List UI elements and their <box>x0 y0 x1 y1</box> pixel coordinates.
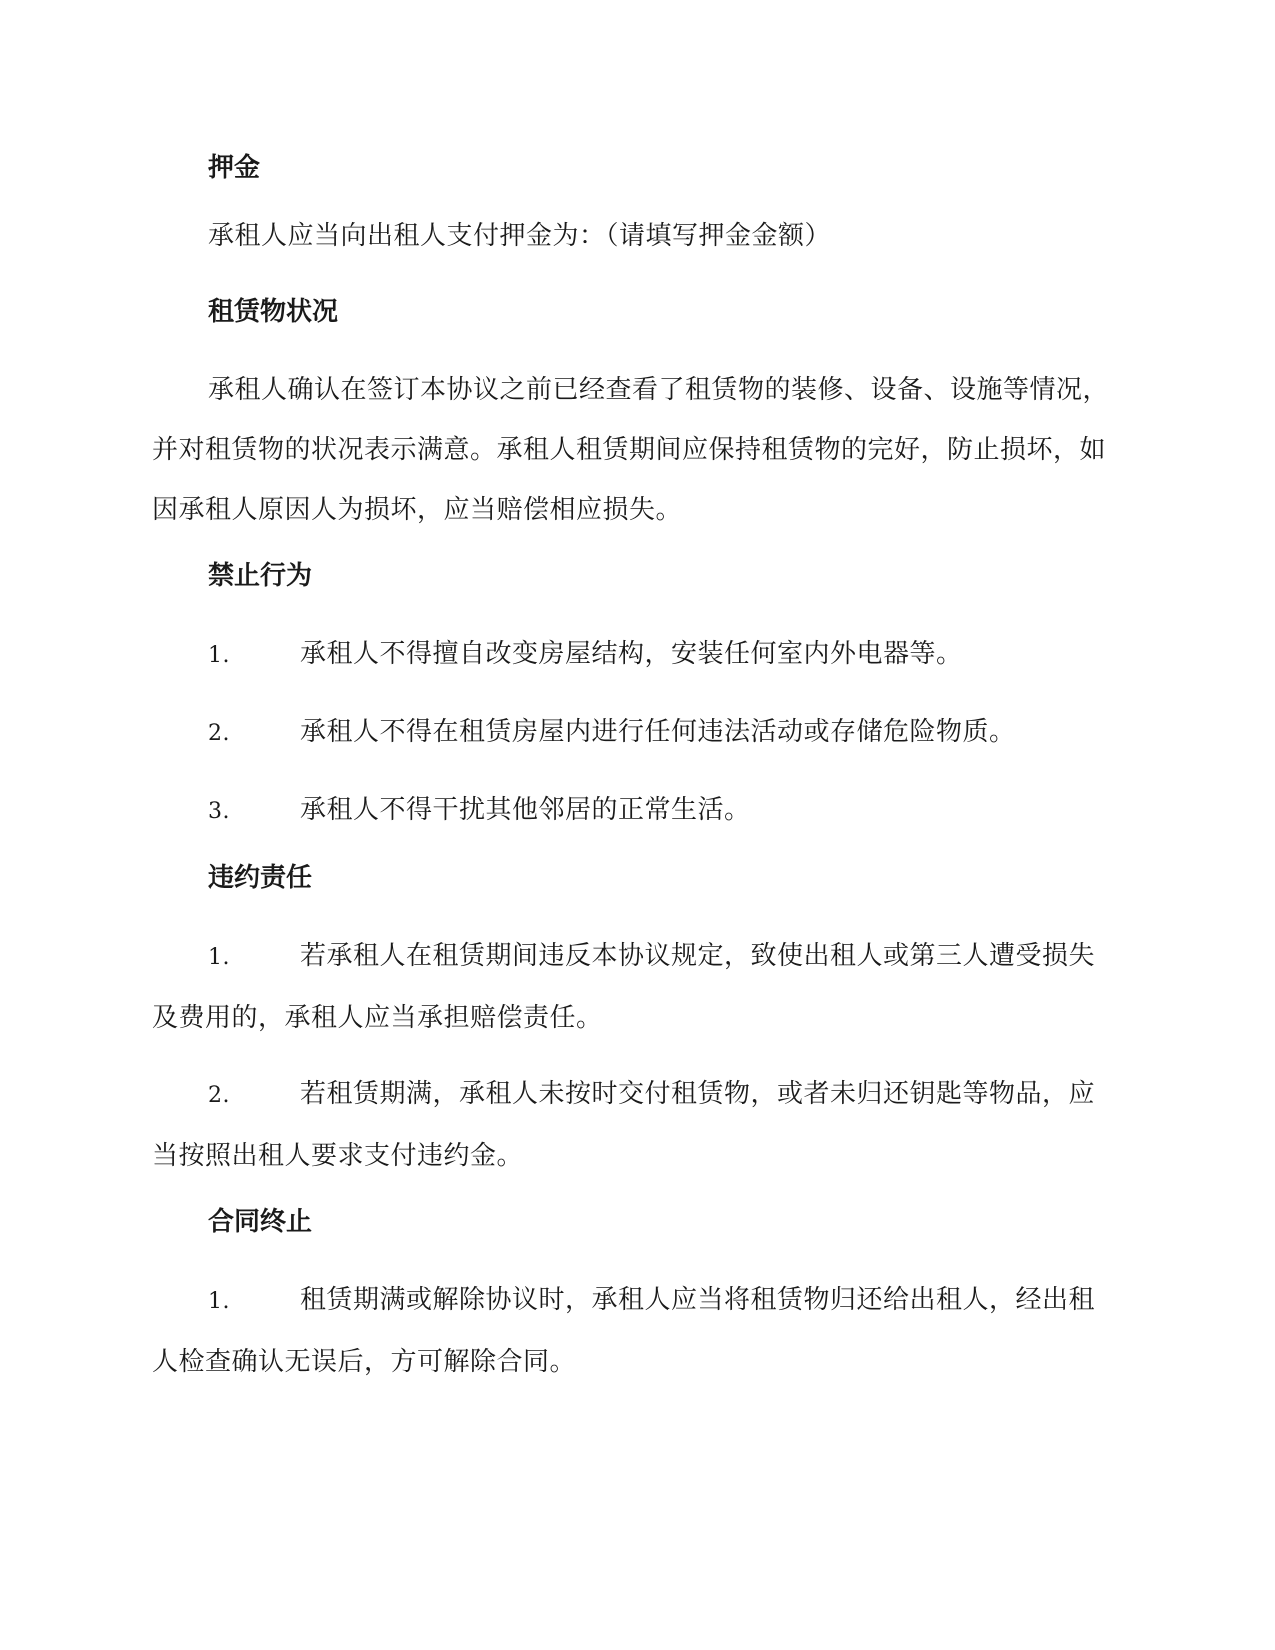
document-content <box>152 148 1112 1408</box>
section-heading-termination: 合同终止 <box>208 1207 313 1237</box>
list-item-text: 租赁期满或解除协议时，承租人应当将租赁物归还给出租人，经出租人检查确认无误后，方可解除合同。 <box>152 1285 1096 1377</box>
list-item <box>152 624 1112 686</box>
section-heading-condition: 租赁物状况 <box>208 297 339 327</box>
list-item <box>152 1064 1112 1186</box>
list-item-text: 若承租人在租赁期间违反本协议规定，致使出租人或第三人遭受损失及费用的，承租人应当承担赔偿责任。 <box>152 941 1096 1033</box>
list-item-number: 1. <box>208 945 230 970</box>
section-heading-deposit: 押金 <box>208 153 261 183</box>
list-item-number: 3. <box>208 799 230 824</box>
deposit-text: 承租人应当向出租人支付押金为：（请填写押金金额） <box>208 221 832 251</box>
list-item-text: 若租赁期满，承租人未按时交付租赁物，或者未归还钥匙等物品，应当按照出租人要求支付违约金。 <box>152 1079 1096 1171</box>
list-item-text: 承租人不得干扰其他邻居的正常生活。 <box>300 795 751 825</box>
list-item <box>152 780 1112 842</box>
condition-text: 承租人确认在签订本协议之前已经查看了租赁物的装修、设备、设施等情况，并对租赁物的状况表示满意。承租人租赁期间应保持租赁物的完好，防止损坏，如因承租人原因人为损坏，应当赔偿相应损失。 <box>152 375 1110 525</box>
section-heading-prohibited: 禁止行为 <box>208 561 313 591</box>
list-item-number: 2. <box>208 721 230 746</box>
list-item <box>152 926 1112 1048</box>
list-item <box>152 702 1112 764</box>
list-item-number: 1. <box>208 643 230 668</box>
list-item-number: 1. <box>208 1289 230 1314</box>
list-item <box>152 1270 1112 1392</box>
section-heading-liability: 违约责任 <box>208 863 313 893</box>
list-item-text: 承租人不得擅自改变房屋结构，安装任何室内外电器等。 <box>300 639 963 669</box>
list-item-text: 承租人不得在租赁房屋内进行任何违法活动或存储危险物质。 <box>300 717 1016 747</box>
list-item-number: 2. <box>208 1083 230 1108</box>
